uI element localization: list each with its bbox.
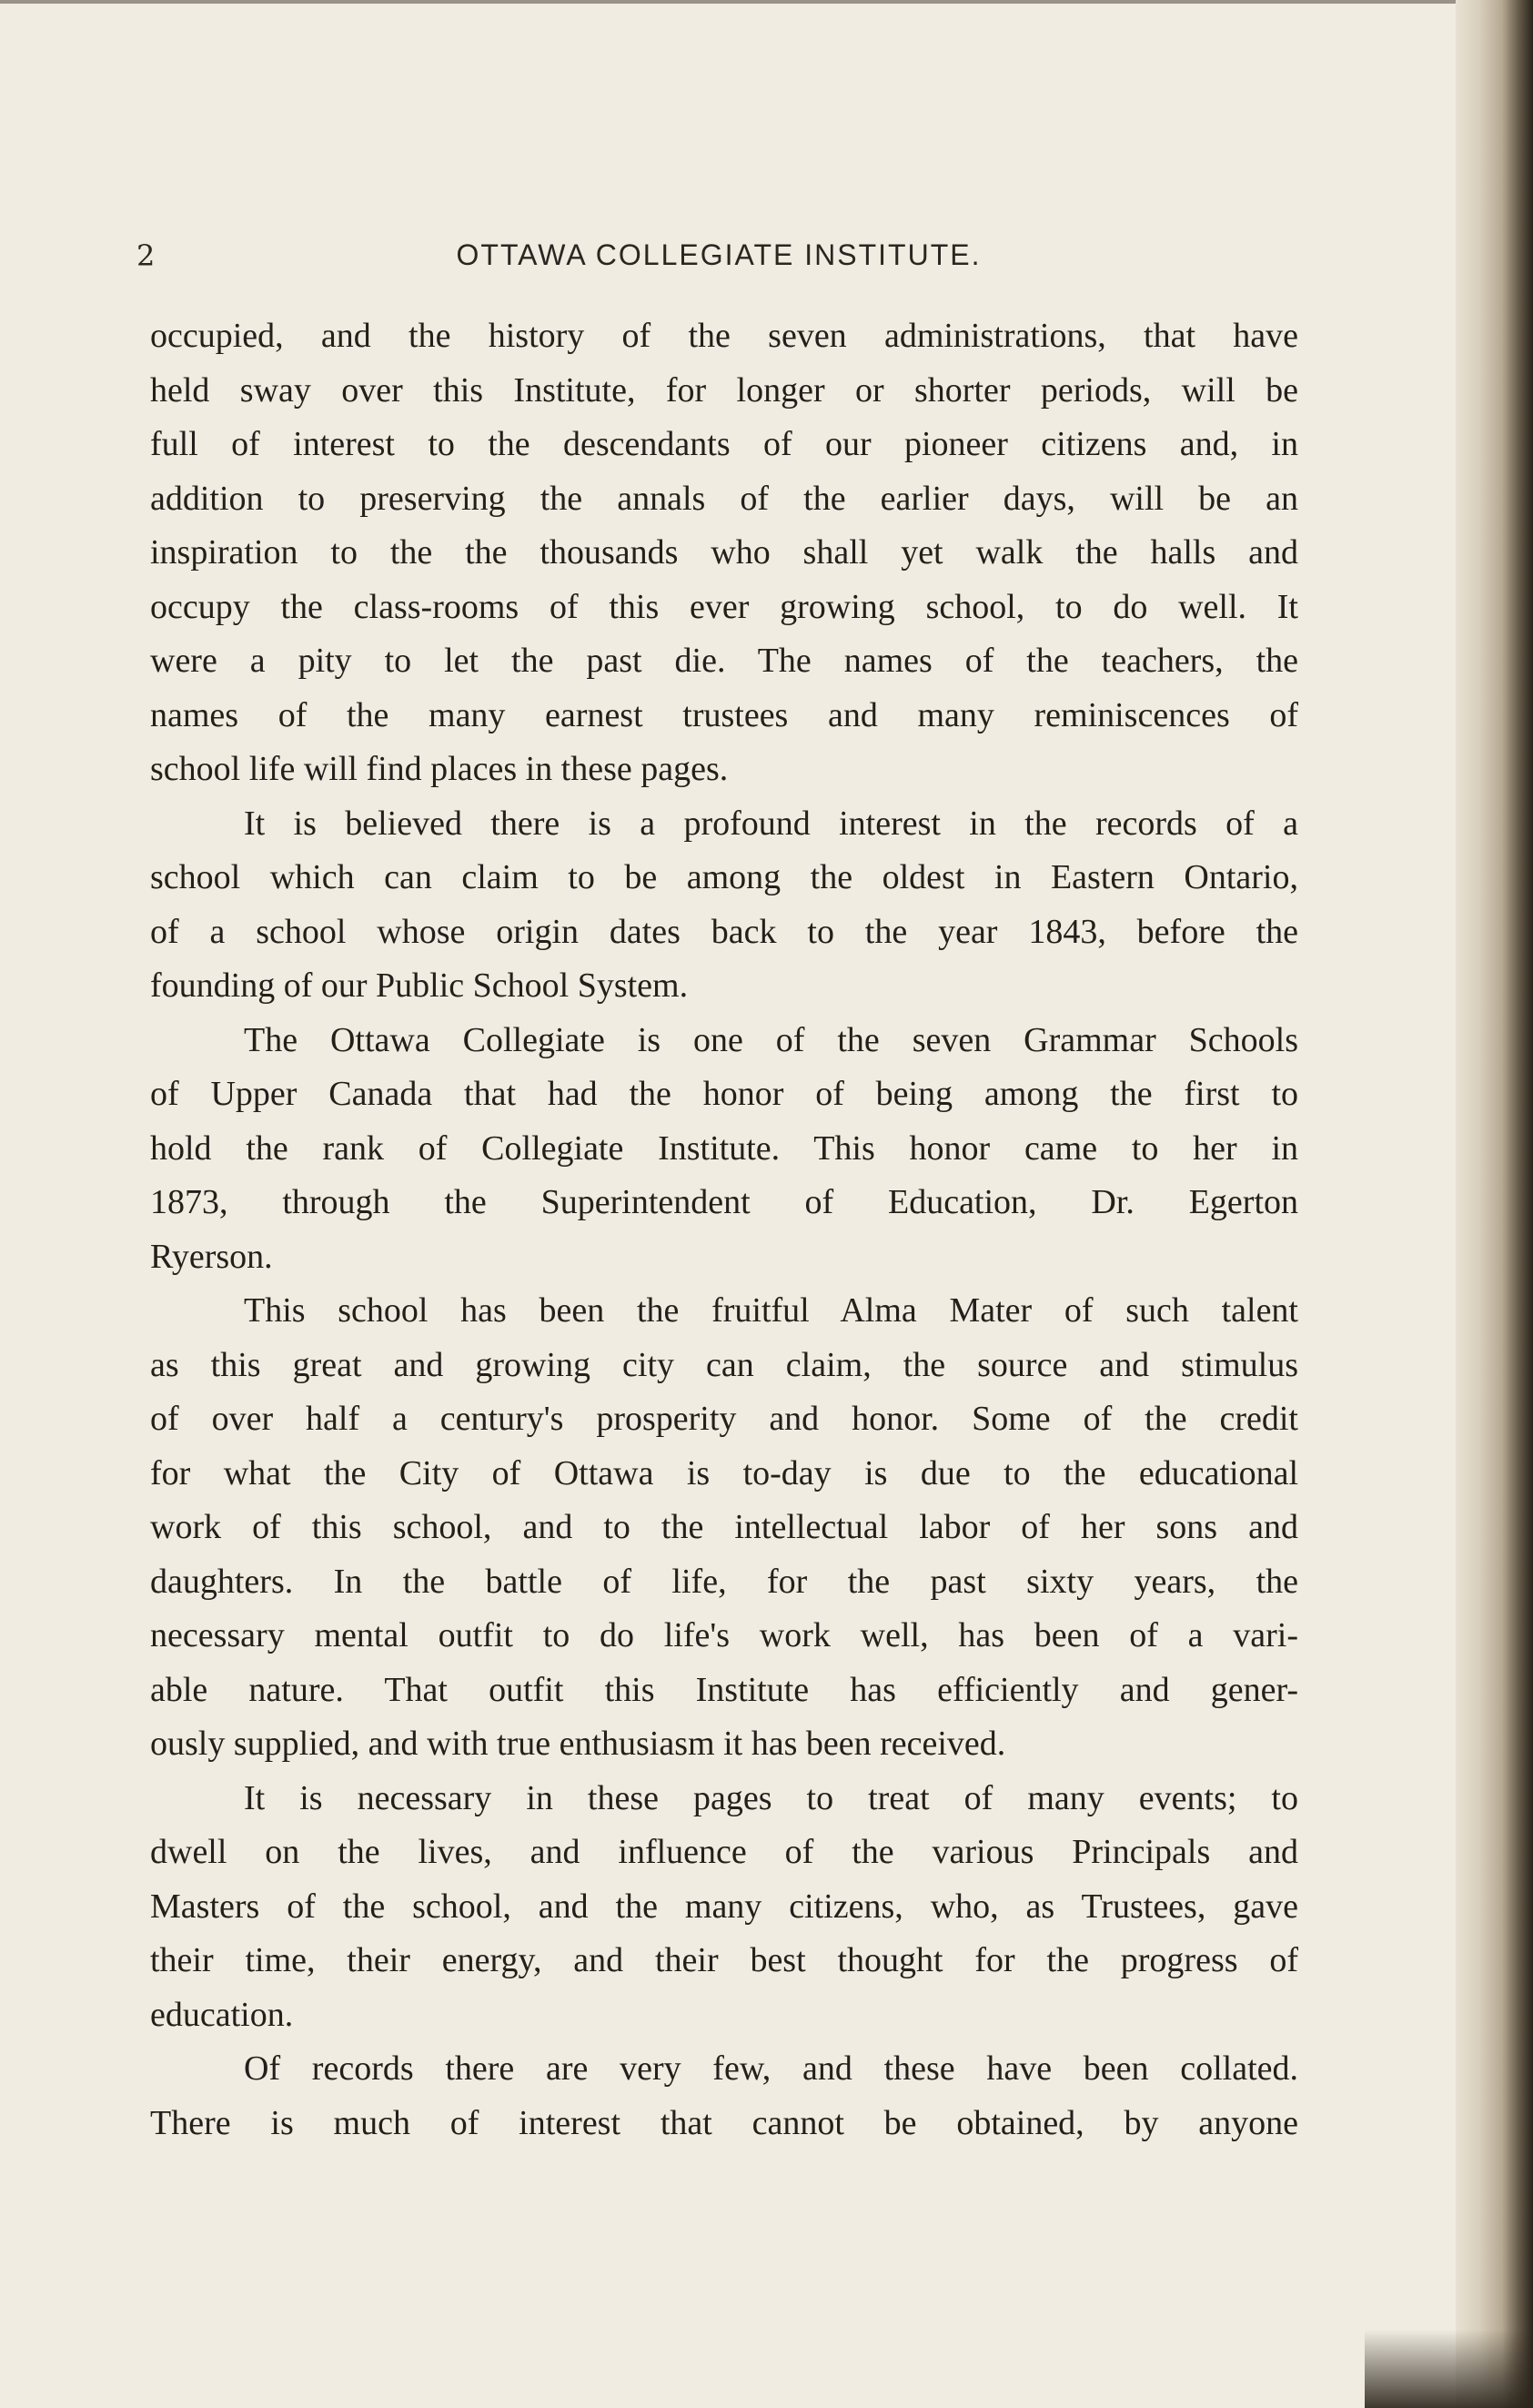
text-line: It is necessary in these pages to treat of many events; to: [244, 1778, 1298, 1817]
text-line: for what the City of Ottawa is to-day is due to the educational: [150, 1453, 1298, 1492]
paragraph: [150, 1772, 1298, 2043]
text-line: The Ottawa Collegiate is one of the seven Grammar Schools: [244, 1020, 1298, 1059]
page-header: [136, 238, 1301, 284]
text-line: Masters of the school, and the many citizens, who, as Trustees, gave: [150, 1887, 1298, 1926]
corner-shadow: [1365, 2330, 1533, 2408]
text-line: There is much of interest that cannot be obtained, by anyone: [150, 2103, 1298, 2142]
page-edge-shadow: [1456, 0, 1533, 2408]
top-edge-rule: [0, 0, 1478, 4]
paragraph: [150, 1284, 1298, 1772]
text-line: Of records there are very few, and these have been collated.: [244, 2049, 1298, 2088]
paragraph: [150, 1014, 1298, 1285]
text-line: as this great and growing city can claim, the source and stimulus: [150, 1345, 1298, 1384]
text-line: able nature. That outfit this Institute has efficiently and gener-: [150, 1670, 1298, 1709]
text-line: school which can claim to be among the oldest in Eastern Ontario,: [150, 858, 1298, 896]
text-line: school life will find places in these pages.: [150, 750, 729, 788]
text-line: education.: [150, 1995, 294, 2034]
text-line: ously supplied, and with true enthusiasm it has been received.: [150, 1725, 1006, 1763]
text-line: addition to preserving the annals of the earlier days, will be an: [150, 479, 1298, 518]
text-line: of a school whose origin dates back to the year 1843, before the: [150, 912, 1298, 951]
paragraph: [150, 309, 1298, 797]
text-line: work of this school, and to the intellectual labor of her sons and: [150, 1508, 1298, 1546]
text-line: 1873, through the Superintendent of Education, Dr. Egerton: [150, 1183, 1298, 1221]
text-line: of Upper Canada that had the honor of being among the first to: [150, 1075, 1298, 1113]
text-line: were a pity to let the past die. The names of the teachers, the: [150, 642, 1298, 680]
text-line: occupied, and the history of the seven administrations, that have: [150, 317, 1298, 355]
text-line: held sway over this Institute, for longer or shorter periods, will be: [150, 370, 1298, 410]
text-line: occupy the class-rooms of this ever growing school, to do well. It: [150, 587, 1298, 626]
text-line: of over half a century's prosperity and honor. Some of the credit: [150, 1400, 1298, 1438]
running-head: OTTAWA COLLEGIATE INSTITUTE.: [456, 238, 982, 271]
text-line: This school has been the fruitful Alma Mater of such talent: [244, 1291, 1298, 1330]
text-line: Ryerson.: [150, 1237, 273, 1276]
text-line: full of interest to the descendants of our pioneer citizens and, in: [150, 425, 1298, 463]
paragraph: [150, 797, 1298, 1014]
text-line: hold the rank of Collegiate Institute. This honor came to her in: [150, 1128, 1298, 1168]
text-line: necessary mental outfit to do life's work well, has been of a vari-: [150, 1616, 1298, 1654]
paragraph: [150, 2042, 1298, 2150]
body-text: [150, 309, 1298, 2150]
text-line: their time, their energy, and their best thought for the progress of: [150, 1941, 1298, 1979]
page-number: 2: [136, 238, 156, 273]
text-line: inspiration to the the thousands who shall yet walk the halls and: [150, 533, 1298, 572]
text-line: founding of our Public School System.: [150, 966, 689, 1005]
text-line: daughters. In the battle of life, for the past sixty years, the: [150, 1562, 1298, 1601]
text-line: names of the many earnest trustees and many reminiscences of: [150, 695, 1298, 734]
text-line: It is believed there is a profound interest in the records of a: [244, 804, 1298, 843]
text-line: dwell on the lives, and influence of the various Principals and: [150, 1833, 1298, 1871]
